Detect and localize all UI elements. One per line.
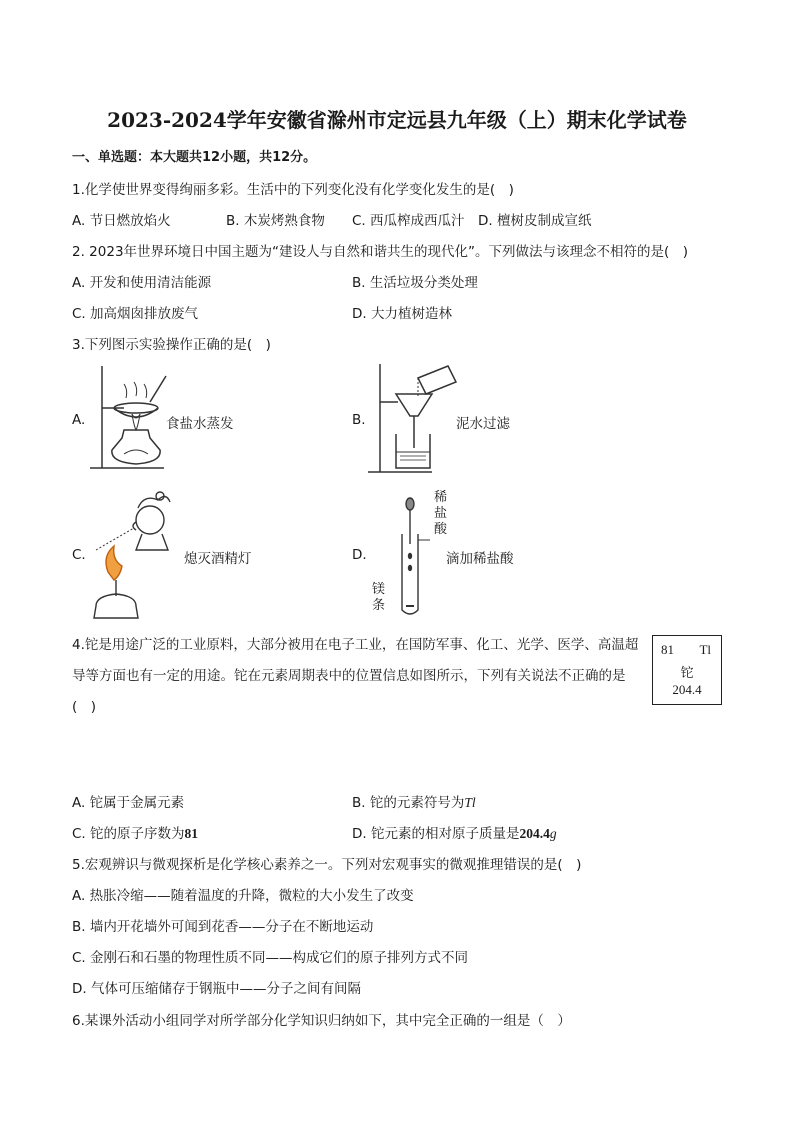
q2-option-d[interactable]: D. 大力植树造林	[352, 306, 452, 322]
q5-option-b[interactable]: B. 墙内开花墙外可闻到花香——分子在不断地运动	[72, 919, 374, 935]
q1-option-a[interactable]: A. 节日燃放焰火	[72, 213, 171, 229]
section-heading: 一、单选题：本大题共12小题，共12分。	[72, 150, 317, 165]
filtration-figure	[366, 356, 462, 478]
q2-option-a[interactable]: A. 开发和使用清洁能源	[72, 275, 212, 291]
q4-option-c[interactable]	[72, 822, 198, 842]
page-title: 2023-2024学年安徽省滁州市定远县九年级（上）期末化学试卷	[107, 108, 687, 132]
q4-option-a[interactable]: A. 铊属于金属元素	[72, 795, 185, 811]
q3-option-b[interactable]: B.	[352, 412, 366, 428]
q1-option-b[interactable]: B. 木炭烤熟食物	[226, 213, 325, 229]
q1-option-d[interactable]: D. 檀树皮制成宣纸	[478, 213, 592, 229]
q4-option-d-number: 204.4	[519, 826, 550, 841]
q5-option-d[interactable]: D. 气体可压缩储存于钢瓶中——分子之间有间隔	[72, 981, 361, 997]
q4-option-d-text: D. 铊元素的相对原子质量是	[352, 826, 520, 842]
q3-option-a-caption: 食盐水蒸发	[166, 416, 234, 432]
q3-d-acid-label: 稀盐酸	[434, 490, 448, 537]
q4-option-d-unit: g	[549, 826, 557, 841]
q3-d-magnesium-label: 镁条	[372, 582, 386, 613]
q2-option-b[interactable]: B. 生活垃圾分类处理	[352, 275, 478, 291]
q3-option-c-caption: 熄灭酒精灯	[184, 551, 252, 567]
q2-stem: 2. 2023年世界环境日中国主题为“建设人与自然和谐共生的现代化”。下列做法与该理念不相符的是( )	[72, 244, 689, 260]
q1-option-c[interactable]: C. 西瓜榨成西瓜汁	[352, 213, 465, 229]
q3-option-d[interactable]: D.	[352, 547, 367, 563]
element-symbol: Tl	[699, 642, 711, 657]
element-atomic-mass: 204.4	[672, 682, 702, 697]
q3-option-a[interactable]: A.	[72, 412, 86, 428]
q4-stem: 4.铊是用途广泛的工业原料，大部分被用在电子工业，在国防军事、化工、光学、医学、高温超导等方面也有一定的用途。铊在元素周期表中的位置信息如图所示，下列有关说法不正确的是( )	[72, 637, 639, 715]
q3-option-b-caption: 泥水过滤	[456, 416, 510, 432]
q4-option-b-symbol: Tl	[464, 795, 476, 810]
q5-option-c[interactable]: C. 金刚石和石墨的物理性质不同——构成它们的原子排列方式不同	[72, 950, 469, 966]
q3-option-c[interactable]: C.	[72, 547, 86, 563]
q4-option-d[interactable]	[352, 822, 557, 842]
element-atomic-number: 81	[661, 642, 674, 657]
element-tile-thallium	[652, 635, 722, 705]
q3-stem: 3.下列图示实验操作正确的是( )	[72, 337, 271, 353]
q1-stem: 1.化学使世界变得绚丽多彩。生活中的下列变化没有化学变化发生的是( )	[72, 182, 514, 198]
dropper-test-tube-figure	[396, 494, 436, 620]
q5-option-a[interactable]: A. 热胀冷缩——随着温度的升降，微粒的大小发生了改变	[72, 888, 414, 904]
q4-option-c-text: C. 铊的原子序数为	[72, 826, 185, 842]
q4-option-b-text: B. 铊的元素符号为	[352, 795, 465, 811]
element-name: 铊	[680, 666, 694, 681]
q3-option-d-caption: 滴加稀盐酸	[446, 551, 514, 567]
q2-option-c[interactable]: C. 加高烟囱排放废气	[72, 306, 199, 322]
q5-stem: 5.宏观辨识与微观探析是化学核心素养之一。下列对宏观事实的微观推理错误的是( )	[72, 857, 582, 873]
evaporation-figure	[88, 362, 176, 474]
q4-option-b[interactable]	[352, 791, 476, 811]
q6-stem: 6.某课外活动小组同学对所学部分化学知识归纳如下，其中完全正确的一组是（ ）	[72, 1013, 571, 1029]
q4-option-c-number: 81	[184, 826, 199, 841]
extinguish-lamp-figure	[88, 488, 184, 624]
